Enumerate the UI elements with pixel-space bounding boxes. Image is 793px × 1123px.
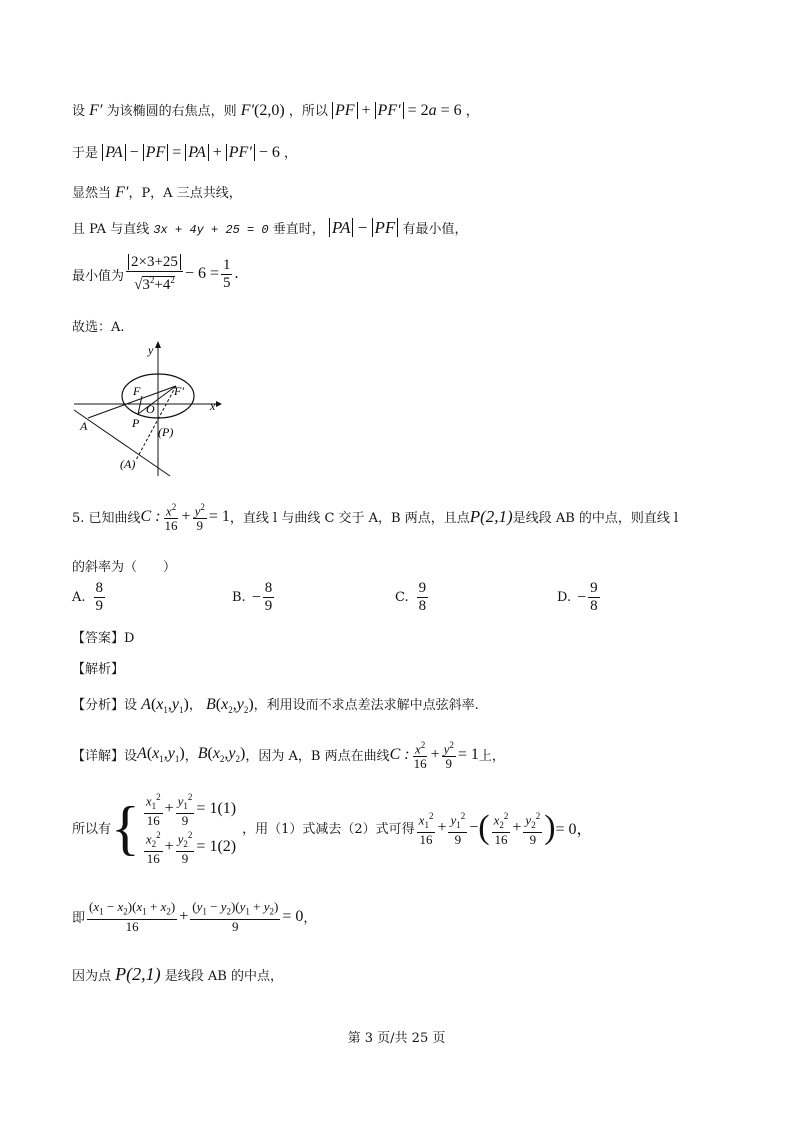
- y-axis-arrow: [155, 341, 161, 348]
- math-C: C :: [140, 507, 161, 525]
- text: ，所以: [288, 104, 328, 119]
- fenxi-tag: 【分析】: [72, 698, 125, 713]
- math-min-expr: PA − PF: [329, 218, 398, 237]
- text: 有最小值，: [402, 222, 468, 237]
- answer-tag: 【答案】: [72, 631, 125, 646]
- option-label: C.: [395, 590, 409, 605]
- text: 设: [72, 104, 86, 119]
- math-Fprime-coord: F′(2,0): [240, 102, 285, 119]
- option-b[interactable]: [232, 580, 276, 615]
- text: 即: [72, 911, 86, 927]
- jiexi-tag: 【解析】: [72, 662, 125, 677]
- text: ，: [465, 104, 479, 119]
- text: 的斜率为（ ）: [72, 560, 177, 575]
- text: 因为点: [72, 969, 112, 984]
- option-frac: $\frac{8}{9}$: [264, 580, 273, 614]
- math-point-P: P(2,1): [115, 964, 161, 984]
- text: 于是: [72, 146, 99, 161]
- math-frac-x2-16: $\frac{x^2}{16}$: [164, 502, 178, 534]
- label-O: O: [146, 402, 155, 416]
- x-axis-arrow: [216, 401, 222, 407]
- page-footer: 第 3 页/共 25 页: [347, 1031, 446, 1046]
- label-P: P: [132, 416, 140, 430]
- text: 设: [124, 749, 138, 765]
- text: ，用（1）式减去（2）式可得: [242, 822, 415, 838]
- option-sign: −: [577, 588, 587, 606]
- text: ，: [283, 146, 297, 161]
- option-frac: $\frac{8}{9}$: [95, 580, 104, 614]
- xiangjie-tag: 【详解】: [72, 749, 125, 765]
- math-Fprime: F′: [89, 102, 103, 119]
- math-point-P: P(2,1): [469, 506, 513, 526]
- label-F: F: [133, 384, 141, 398]
- answer-line: [72, 627, 134, 646]
- line-1: [72, 100, 479, 120]
- xiangjie-line: 【详解】 设 $A(x_1,y_1)$ ， $B(x_2,y_2)$ ，因为 A，B 两点在曲线 C : $\frac{x^2}{16}$ + $\frac{y^2}{9}$ = 1 上，: [72, 740, 505, 772]
- math-A: $A(x_1,y_1)$: [141, 696, 189, 716]
- math-frac-y: $\frac{(y_1 - y_2)(y_1 + y_2)}{9}$: [192, 899, 279, 934]
- system-line: 所以有 { $\frac{x_1^2}{16}$ + $\frac{y_1^2}{9}$ = 1(1) $\frac{x_2^2}{16}$ + $\frac{y_2^2}{9}$ = 1(2) ，用（1）式减去（2）式可得 $\frac{x_1^2}{16}$ + $\frac{y_1^2}{9}$ − ( $\frac{x_2^2}{16}$ + $\frac{y_2^2}{9}$ ) = 0，: [72, 792, 593, 866]
- math-frac-x: $\frac{(x_1 - x_2)(x_1 + x_2)}{16}$: [89, 899, 176, 934]
- text: 上，: [478, 749, 505, 765]
- line-6: [72, 316, 125, 335]
- text: 显然当: [72, 186, 112, 201]
- text: 垂直时，: [272, 222, 325, 237]
- option-label: B.: [232, 590, 246, 605]
- label-Pp: (P): [158, 425, 174, 439]
- text: ，P，A 三点共线，: [128, 186, 242, 201]
- text: ，因为 A，B 两点在曲线: [245, 749, 390, 765]
- answer-value: D: [124, 631, 135, 646]
- math-Fprime: F′: [115, 184, 129, 201]
- line-5: 最小值为 $\frac{2\times 3+25}{√3^2+4^2}$ − 6 = $\frac{1}{5}$ .: [72, 254, 239, 293]
- math-A: $A(x_1,y_1)$: [137, 745, 185, 765]
- text: ，直线 l 与曲线 C 交于 A，B 两点，且点: [229, 511, 470, 527]
- q5-number: 5. 已知曲线: [72, 511, 141, 527]
- math-B: $B(x_2,y_2)$: [197, 745, 246, 765]
- option-a[interactable]: [72, 580, 107, 615]
- math-sum-focal: PF + PF′ = 2a = 6: [332, 102, 462, 119]
- option-sign: −: [251, 588, 261, 606]
- line-PFprime: [138, 386, 176, 414]
- option-frac: $\frac{9}{8}$: [590, 580, 598, 614]
- jiexi-line: [72, 658, 124, 677]
- option-frac: $\frac{9}{8}$: [418, 580, 427, 614]
- math-B: $B(x_2,y_2)$: [205, 696, 254, 716]
- text: 设: [124, 698, 138, 713]
- q5-line-2: [72, 556, 176, 575]
- line-2: [72, 142, 297, 162]
- text: ，: [184, 749, 198, 765]
- option-d[interactable]: [557, 580, 602, 615]
- q5-line-1: 5. 已知曲线 C : $\frac{x^2}{16}$ + $\frac{y^2}{9}$ = 1 ，直线 l 与曲线 C 交于 A，B 两点，且点 P(2,1) 是线段 AB 的中点，则直线 l: [72, 502, 679, 534]
- math-C: C :: [389, 745, 410, 763]
- math-minus-6: − 6 =: [184, 265, 219, 282]
- label-Ap: (A): [120, 457, 136, 471]
- label-y: y: [148, 343, 154, 357]
- text: ，利用设而不求点差法求解中点弦斜率.: [253, 698, 479, 713]
- text: 故选：A.: [72, 320, 125, 335]
- text: 且 PA 与直线: [72, 222, 150, 237]
- text: 最小值为: [72, 268, 125, 284]
- brace: {: [111, 794, 140, 861]
- option-label: A.: [72, 590, 86, 605]
- line-3: [72, 182, 242, 202]
- text: 为该椭圆的右焦点，则: [106, 104, 237, 119]
- math-frac-y2-9: $\frac{y^2}{9}$: [443, 740, 454, 772]
- text: 所以有: [72, 822, 112, 838]
- text: 是线段 AB 的中点，则直线 l: [512, 511, 679, 527]
- math-min-frac: $\frac{2\times 3+25}{√3^2+4^2}$: [126, 254, 183, 294]
- text: ，: [303, 911, 317, 927]
- line-PA: [88, 386, 176, 418]
- math-line-eq: 3x + 4y + 25 = 0: [153, 223, 269, 237]
- last-line: [72, 964, 283, 985]
- text: 是线段 AB 的中点，: [164, 969, 283, 984]
- ellipse-figure: [70, 338, 230, 480]
- option-c[interactable]: [395, 580, 430, 615]
- text: ，: [188, 698, 202, 713]
- math-diff: PA − PF = PA + PF′ − 6: [102, 144, 280, 161]
- fenxi-line: [72, 694, 479, 715]
- equation-system: $\frac{x_1^2}{16}$ + $\frac{y_1^2}{9}$ = 1(1) $\frac{x_2^2}{16}$ + $\frac{y_2^2}{9}$ = 1(2): [145, 792, 237, 866]
- option-label: D.: [557, 590, 572, 605]
- label-A: A: [80, 419, 88, 433]
- math-frac-x2-16: $\frac{x^2}{16}$: [413, 740, 427, 772]
- label-Fprime: F': [174, 384, 184, 398]
- math-frac-y2-9: $\frac{y^2}{9}$: [194, 502, 205, 534]
- label-x: x: [210, 399, 216, 413]
- line-4: [72, 218, 467, 238]
- ji-line: 即 $\frac{(x_1 - x_2)(x_1 + x_2)}{16}$ + $\frac{(y_1 - y_2)(y_1 + y_2)}{9}$ = 0 ，: [72, 899, 317, 934]
- math-one-fifth: $\frac{1}{5}$: [222, 256, 231, 291]
